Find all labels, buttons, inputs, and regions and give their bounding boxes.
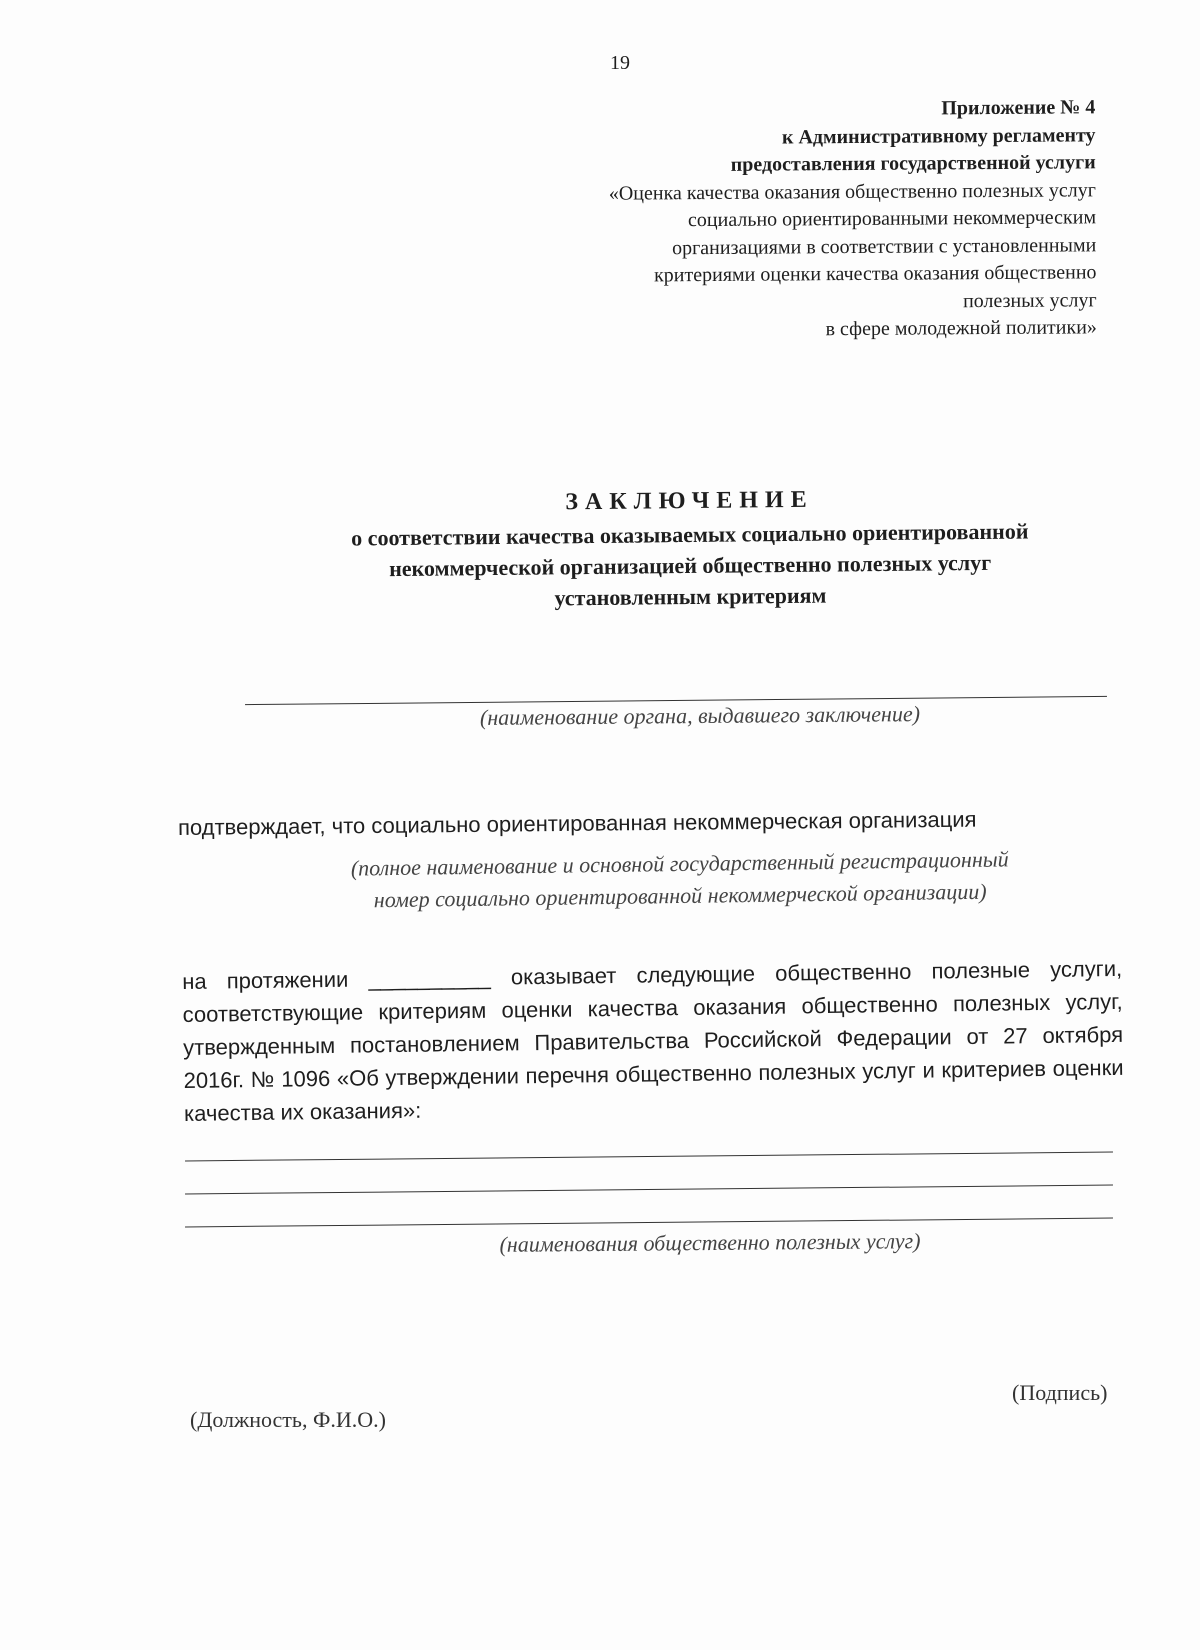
page-number: 19 xyxy=(610,52,630,74)
services-blank-line xyxy=(185,1185,1113,1195)
title-line: некоммерческой организацией общественно полезных услуг xyxy=(389,549,992,582)
appendix-line: социально ориентированными некоммерческим xyxy=(687,206,1097,232)
services-caption: (наименования общественно полезных услуг) xyxy=(499,1228,921,1257)
organization-caption xyxy=(250,842,1111,918)
appendix-line: Приложение № 4 xyxy=(941,96,1096,120)
appendix-header xyxy=(608,94,1097,345)
confirm-text: подтверждает, что социально ориентированная некоммерческая организация xyxy=(177,806,977,841)
organization-caption-line: номер социально ориентированной некоммерческой организации) xyxy=(373,878,987,913)
services-blank-line xyxy=(185,1218,1113,1228)
appendix-line: «Оценка качества оказания общественно полезных услуг xyxy=(608,178,1096,205)
appendix-line: полезных услуг xyxy=(962,288,1097,312)
position-name-label: (Должность, Ф.И.О.) xyxy=(190,1407,386,1432)
appendix-line: критериями оценки качества оказания общественно xyxy=(653,261,1097,287)
title-line: о соответствии качества оказываемых социально ориентированной xyxy=(351,518,1029,551)
signature-label: (Подпись) xyxy=(1012,1380,1108,1405)
issuer-caption: (наименование органа, выдавшего заключение) xyxy=(479,701,921,730)
body-paragraph: на протяжении __________ оказывает следующие общественно полезные услуги, соответствующие критериям оценки качества оказания общественно полезных услуг, утвержденным постановлением Правительства Российской Федерации от 27 октября 2016г. № 1096 «Об утверждении перечня общественно полезных услуг и критериев оценки качества их оказания»: xyxy=(182,955,1124,1126)
appendix-line: организациями в соответствии с установленными xyxy=(671,233,1097,259)
organization-caption-line: (полное наименование и основной государственный регистрационный xyxy=(350,846,1009,881)
services-blank-line xyxy=(185,1152,1113,1162)
document-title xyxy=(249,483,1130,616)
title-main: ЗАКЛЮЧЕНИЕ xyxy=(565,486,814,516)
appendix-line: предоставления государственной услуги xyxy=(730,151,1096,176)
appendix-line: к Административному регламенту xyxy=(781,123,1096,148)
appendix-line: в сфере молодежной политики» xyxy=(825,316,1097,341)
title-line: установленным критериям xyxy=(554,582,827,611)
